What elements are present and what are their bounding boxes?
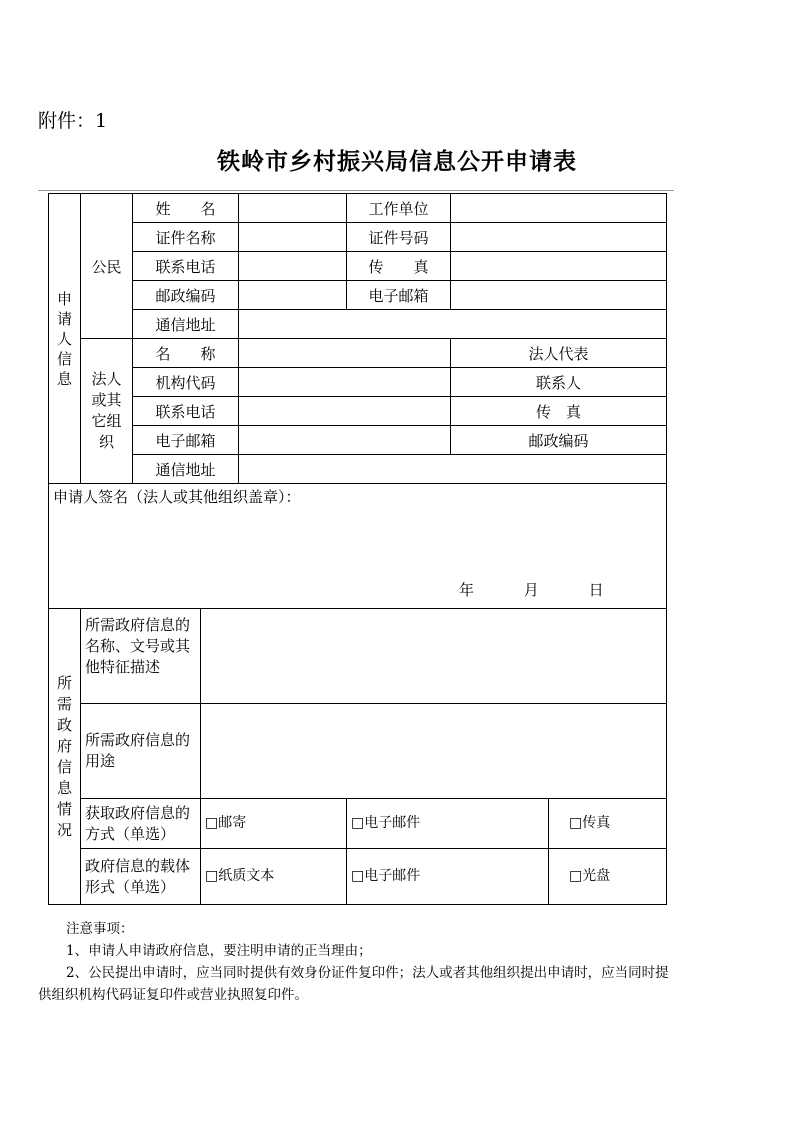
signature-area[interactable] [49,484,667,609]
notes-heading: 注意事项： [66,921,134,937]
org-email-label: 电子邮箱 [133,426,239,455]
carrier-option-email[interactable]: □电子邮件 [347,849,549,905]
info-description-label: 所需政府信息的名称、文号或其他特征描述 [81,609,201,704]
org-fax-label: 传 真 [451,397,667,426]
applicant-info-group-label: 申请人信息 [49,194,81,484]
method-option-mail[interactable]: □邮寄 [201,799,347,849]
notes-section [38,918,678,1006]
citizen-address-label: 通信地址 [133,310,239,339]
citizen-phone-label: 联系电话 [133,252,239,281]
citizen-fax-field[interactable] [451,252,667,281]
signature-date [459,579,604,600]
carrier-option-paper[interactable]: □纸质文本 [201,849,347,905]
org-legal-rep-label: 法人代表 [451,339,667,368]
method-option-fax[interactable]: □传真 [549,799,667,849]
date-year-label: 年 [459,581,475,599]
info-description-field[interactable] [201,609,667,704]
citizen-address-field[interactable] [239,310,667,339]
citizen-work-unit-label: 工作单位 [347,194,451,223]
note-item-1: 1、申请人申请政府信息，要注明申请的正当理由； [66,943,372,959]
date-day-label: 日 [588,581,604,599]
citizen-id-number-label: 证件号码 [347,223,451,252]
info-purpose-label: 所需政府信息的用途 [81,704,201,799]
info-request-group-label: 所需政府信息情况 [49,609,81,905]
citizen-fax-label: 传 真 [347,252,451,281]
citizen-email-label: 电子邮箱 [347,281,451,310]
citizen-postal-code-field[interactable] [239,281,347,310]
org-address-field[interactable] [239,455,667,484]
org-group-label: 法人或其它组织 [81,339,133,484]
citizen-id-number-field[interactable] [451,223,667,252]
citizen-name-label: 姓 名 [133,194,239,223]
carrier-option-disc[interactable]: □光盘 [549,849,667,905]
citizen-id-type-label: 证件名称 [133,223,239,252]
note-item-2: 2、公民提出申请时，应当同时提供有效身份证件复印件；法人或者其他组织提出申请时，应当同时提供组织机构代码证复印件或营业执照复印件。 [38,965,669,1003]
org-phone-field[interactable] [239,397,451,426]
signature-label: 申请人签名（法人或其他组织盖章）： [53,488,301,506]
org-email-field[interactable] [239,426,451,455]
org-contact-label: 联系人 [451,368,667,397]
info-carrier-label: 政府信息的载体形式（单选） [81,849,201,905]
org-code-label: 机构代码 [133,368,239,397]
citizen-email-field[interactable] [451,281,667,310]
org-address-label: 通信地址 [133,455,239,484]
application-form-table [48,193,667,905]
header-rule [38,190,674,191]
citizen-work-unit-field[interactable] [451,194,667,223]
citizen-phone-field[interactable] [239,252,347,281]
citizen-postal-code-label: 邮政编码 [133,281,239,310]
form-title: 铁岭市乡村振兴局信息公开申请表 [217,148,577,175]
citizen-group-label: 公民 [81,194,133,339]
attachment-label: 附件：1 [38,110,108,132]
org-name-label: 名 称 [133,339,239,368]
citizen-id-type-field[interactable] [239,223,347,252]
info-method-label: 获取政府信息的方式（单选） [81,799,201,849]
citizen-name-field[interactable] [239,194,347,223]
org-phone-label: 联系电话 [133,397,239,426]
method-option-email[interactable]: □电子邮件 [347,799,549,849]
info-purpose-field[interactable] [201,704,667,799]
date-month-label: 月 [523,581,539,599]
org-postal-code-label: 邮政编码 [451,426,667,455]
org-code-field[interactable] [239,368,451,397]
org-name-field[interactable] [239,339,451,368]
